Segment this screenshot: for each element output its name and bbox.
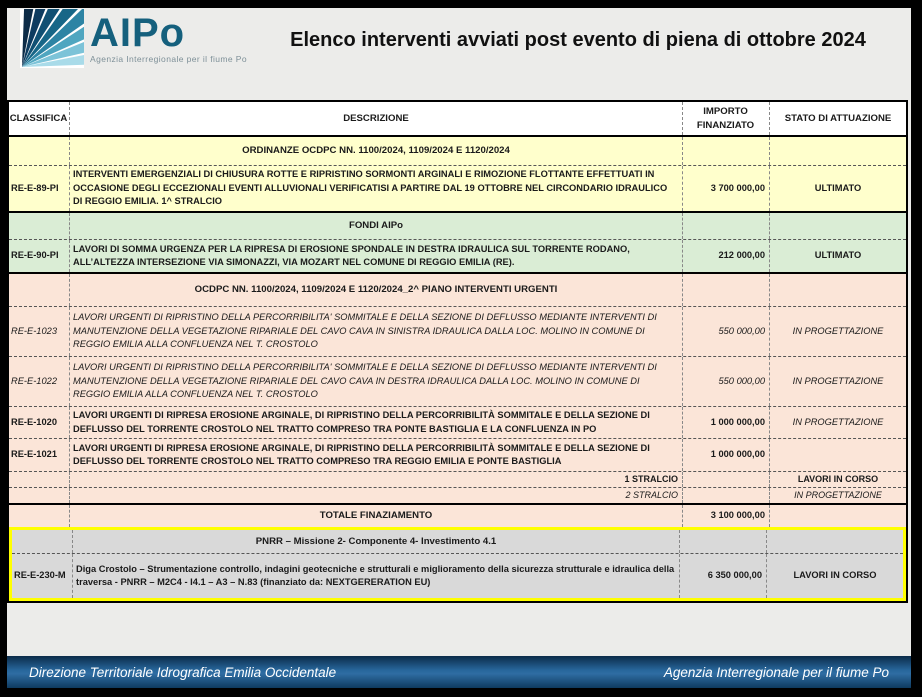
- section-ocdpc-2-piano-cell-classifica: [9, 274, 70, 306]
- logo-text-block: [90, 9, 247, 64]
- row-re-e-1020-cell-stato: IN PROGETTAZIONE: [792, 416, 884, 427]
- section-pnrr: [12, 530, 903, 553]
- footer-right-text: Agenzia Interregionale per il fiume Po: [663, 664, 889, 680]
- row-re-e-1023-cell-descrizione: LAVORI URGENTI DI RIPRISTINO DELLA PERCORRIBILITA' SOMMITALE E DELLA SEZIONE DI DEFLUSSO MEDIANTE INTERVENTI DI MANUTENZIONE DELLA VEGETAZIONE RIPARIALE DEL CAVO CAVA IN SINISTRA IDRAULICA DALLA LOC. MOLINO IN COMUNE DI REGGIO EMILIA ALLA CONFLUENZA NEL T. CROSTOLO: [70, 307, 683, 356]
- section-pnrr-cell-stato: [767, 530, 903, 553]
- row-re-e-1021-cell-descrizione: LAVORI URGENTI DI RIPRESA EROSIONE ARGINALE, DI RIPRISTINO DELLA PERCORRIBILITÀ SOMMITALE E DELLA SEZIONE DI DEFLUSSO DEL TORRENTE CROSTOLO NEL TRATTO COMPRESO TRA REGGIO EMILIA E PONTE BASTIGLIA: [70, 439, 683, 471]
- column-header-importo-finanziato: IMPORTO FINANZIATO: [683, 102, 770, 135]
- row-re-e-1022-cell-importo: 550 000,00: [683, 357, 770, 406]
- row-re-e-90-pi-cell-importo: 212 000,00: [683, 240, 770, 272]
- footer-bar: [7, 656, 911, 688]
- document-canvas: [7, 8, 911, 688]
- footer-left-text: Direzione Territoriale Idrografica Emilia Occidentale: [29, 664, 337, 680]
- row-re-e-1023-cell-classifica: RE-E-1023: [9, 307, 70, 356]
- interventions-table: [7, 100, 908, 603]
- table-body-pnrr: [12, 530, 903, 598]
- section-pnrr-cell-descrizione: PNRR – Missione 2- Componente 4- Investimento 4.1: [73, 530, 680, 553]
- section-fondi-aipo-cell-descrizione: FONDI AIPo: [70, 213, 683, 239]
- logo-wordmark: AIPo: [90, 11, 186, 55]
- section-ordinanze-cell-classifica: [9, 137, 70, 165]
- row-2-stralcio-cell-importo: [683, 488, 770, 503]
- row-re-e-230-m: [12, 553, 903, 598]
- pnrr-block: [9, 527, 906, 601]
- table-body-main: [9, 135, 906, 527]
- row-re-e-1023-cell-importo: 550 000,00: [683, 307, 770, 356]
- row-1-stralcio: [9, 471, 906, 487]
- row-re-e-1020-cell-descrizione: LAVORI URGENTI DI RIPRESA EROSIONE ARGINALE, DI RIPRISTINO DELLA PERCORRIBILITÀ SOMMITALE E DELLA SEZIONE DI DEFLUSSO DEL TORRENTE CROSTOLO NEL TRATTO COMPRESO TRA PONTE BASTIGLIA E LA CONFLUENZA IN PO: [70, 407, 683, 438]
- row-1-stralcio-cell-stato: LAVORI IN CORSO: [797, 474, 879, 484]
- row-re-e-230-m-cell-stato: LAVORI IN CORSO: [793, 570, 877, 581]
- row-re-e-1020: [9, 406, 906, 438]
- section-fondi-aipo-cell-importo: [683, 213, 770, 239]
- section-ocdpc-2-piano: [9, 272, 906, 306]
- row-re-e-90-pi-cell-descrizione: LAVORI DI SOMMA URGENZA PER LA RIPRESA DI EROSIONE SPONDALE IN DESTRA IDRAULICA SUL TORRENTE RODANO, ALL’ALTEZZA INTERSEZIONE VIA SIMONAZZI, VIA MOZART NEL COMUNE DI REGGIO EMILIA (RE).: [70, 240, 683, 272]
- column-header-classifica: CLASSIFICA: [9, 102, 70, 135]
- row-1-stralcio-cell-descrizione: 1 STRALCIO: [70, 472, 683, 487]
- section-ocdpc-2-piano-cell-importo: [683, 274, 770, 306]
- row-totale-cell-classifica: [9, 505, 70, 527]
- row-2-stralcio: [9, 487, 906, 503]
- row-re-e-230-m-cell-importo: 6 350 000,00: [680, 554, 767, 598]
- column-header-stato-di-attuazione: STATO DI ATTUAZIONE: [784, 112, 892, 124]
- section-ordinanze: [9, 135, 906, 165]
- row-re-e-90-pi: [9, 239, 906, 272]
- section-ordinanze-cell-importo: [683, 137, 770, 165]
- logo-tagline: Agenzia Interregionale per il fiume Po: [90, 54, 247, 64]
- row-totale-cell-importo: 3 100 000,00: [683, 505, 770, 527]
- row-totale: [9, 503, 906, 527]
- row-re-e-230-m-cell-classifica: RE-E-230-M: [12, 554, 73, 598]
- section-ordinanze-cell-descrizione: ORDINANZE OCDPC NN. 1100/2024, 1109/2024 E 1120/2024: [70, 137, 683, 165]
- row-re-e-1021-cell-classifica: RE-E-1021: [9, 439, 70, 471]
- section-ocdpc-2-piano-cell-descrizione: OCDPC NN. 1100/2024, 1109/2024 E 1120/2024_2^ PIANO INTERVENTI URGENTI: [70, 274, 683, 306]
- row-re-e-89-pi-cell-descrizione: INTERVENTI EMERGENZIALI DI CHIUSURA ROTTE E RIPRISTINO SORMONTI ARGINALI E RIMOZIONE FLOTTANTE EFFETTUATI IN OCCASIONE DEGLI ECCEZIONALI EVENTI ALLUVIONALI VERIFICATISI A PARTIRE DAL 19 OTTOBRE NEL CIRCONDARIO IDRAULICO DI REGGIO EMILIA. 1^ STRALCIO: [70, 166, 683, 211]
- row-re-e-1021-cell-importo: 1 000 000,00: [683, 439, 770, 471]
- row-2-stralcio-cell-descrizione: 2 STRALCIO: [70, 488, 683, 503]
- table-header-row: [9, 102, 906, 135]
- row-re-e-1022-cell-classifica: RE-E-1022: [9, 357, 70, 406]
- row-re-e-89-pi-cell-importo: 3 700 000,00: [683, 166, 770, 211]
- column-header-descrizione: DESCRIZIONE: [70, 102, 683, 135]
- page-title: Elenco interventi avviati post evento di piena di ottobre 2024: [290, 29, 866, 51]
- row-totale-cell-descrizione: TOTALE FINAZIAMENTO: [70, 505, 683, 527]
- row-re-e-1022-cell-descrizione: LAVORI URGENTI DI RIPRISTINO DELLA PERCORRIBILITA' SOMMITALE E DELLA SEZIONE DI DEFLUSSO MEDIANTE INTERVENTI DI MANUTENZIONE DELLA VEGETAZIONE RIPARIALE DEL CAVO CAVA IN DESTRA IDRAULICA DALLA LOC. MOLINO IN COMUNE DI REGGIO EMILIA ALLA CONFLUENZA NEL T. CROSTOLO: [70, 357, 683, 406]
- row-1-stralcio-cell-classifica: [9, 472, 70, 487]
- aipo-fan-icon: [20, 9, 84, 68]
- row-1-stralcio-cell-importo: [683, 472, 770, 487]
- row-re-e-89-pi: [9, 165, 906, 211]
- row-re-e-1022: [9, 356, 906, 406]
- section-fondi-aipo: [9, 211, 906, 239]
- row-re-e-1022-cell-stato: IN PROGETTAZIONE: [792, 375, 884, 386]
- section-pnrr-cell-importo: [680, 530, 767, 553]
- row-re-e-1020-cell-importo: 1 000 000,00: [683, 407, 770, 438]
- aipo-logo: [20, 9, 247, 68]
- section-pnrr-cell-classifica: [12, 530, 73, 553]
- row-re-e-1021-cell-stato: [770, 439, 906, 471]
- row-2-stralcio-cell-classifica: [9, 488, 70, 503]
- row-2-stralcio-cell-stato: IN PROGETTAZIONE: [794, 490, 882, 501]
- row-re-e-1023: [9, 306, 906, 356]
- section-ocdpc-2-piano-cell-stato: [770, 274, 906, 306]
- row-re-e-1023-cell-stato: IN PROGETTAZIONE: [792, 325, 884, 336]
- row-re-e-89-pi-cell-classifica: RE-E-89-PI: [9, 166, 70, 211]
- row-re-e-1020-cell-classifica: RE-E-1020: [9, 407, 70, 438]
- section-fondi-aipo-cell-classifica: [9, 213, 70, 239]
- row-totale-cell-stato: [770, 505, 906, 527]
- row-re-e-230-m-cell-descrizione: Diga Crostolo – Strumentazione controllo, indagini geotecniche e strutturali e miglioramento della sicurezza strutturale e idraulica della traversa - PNRR – M2C4 - I4.1 – A3 – N.83 (finanziato da: NEXTGERERATION EU): [73, 554, 680, 598]
- section-fondi-aipo-cell-stato: [770, 213, 906, 239]
- section-ordinanze-cell-stato: [770, 137, 906, 165]
- row-re-e-90-pi-cell-classifica: RE-E-90-PI: [9, 240, 70, 272]
- row-re-e-1021: [9, 438, 906, 471]
- row-re-e-89-pi-cell-stato: ULTIMATO: [814, 182, 862, 193]
- row-re-e-90-pi-cell-stato: ULTIMATO: [814, 250, 862, 261]
